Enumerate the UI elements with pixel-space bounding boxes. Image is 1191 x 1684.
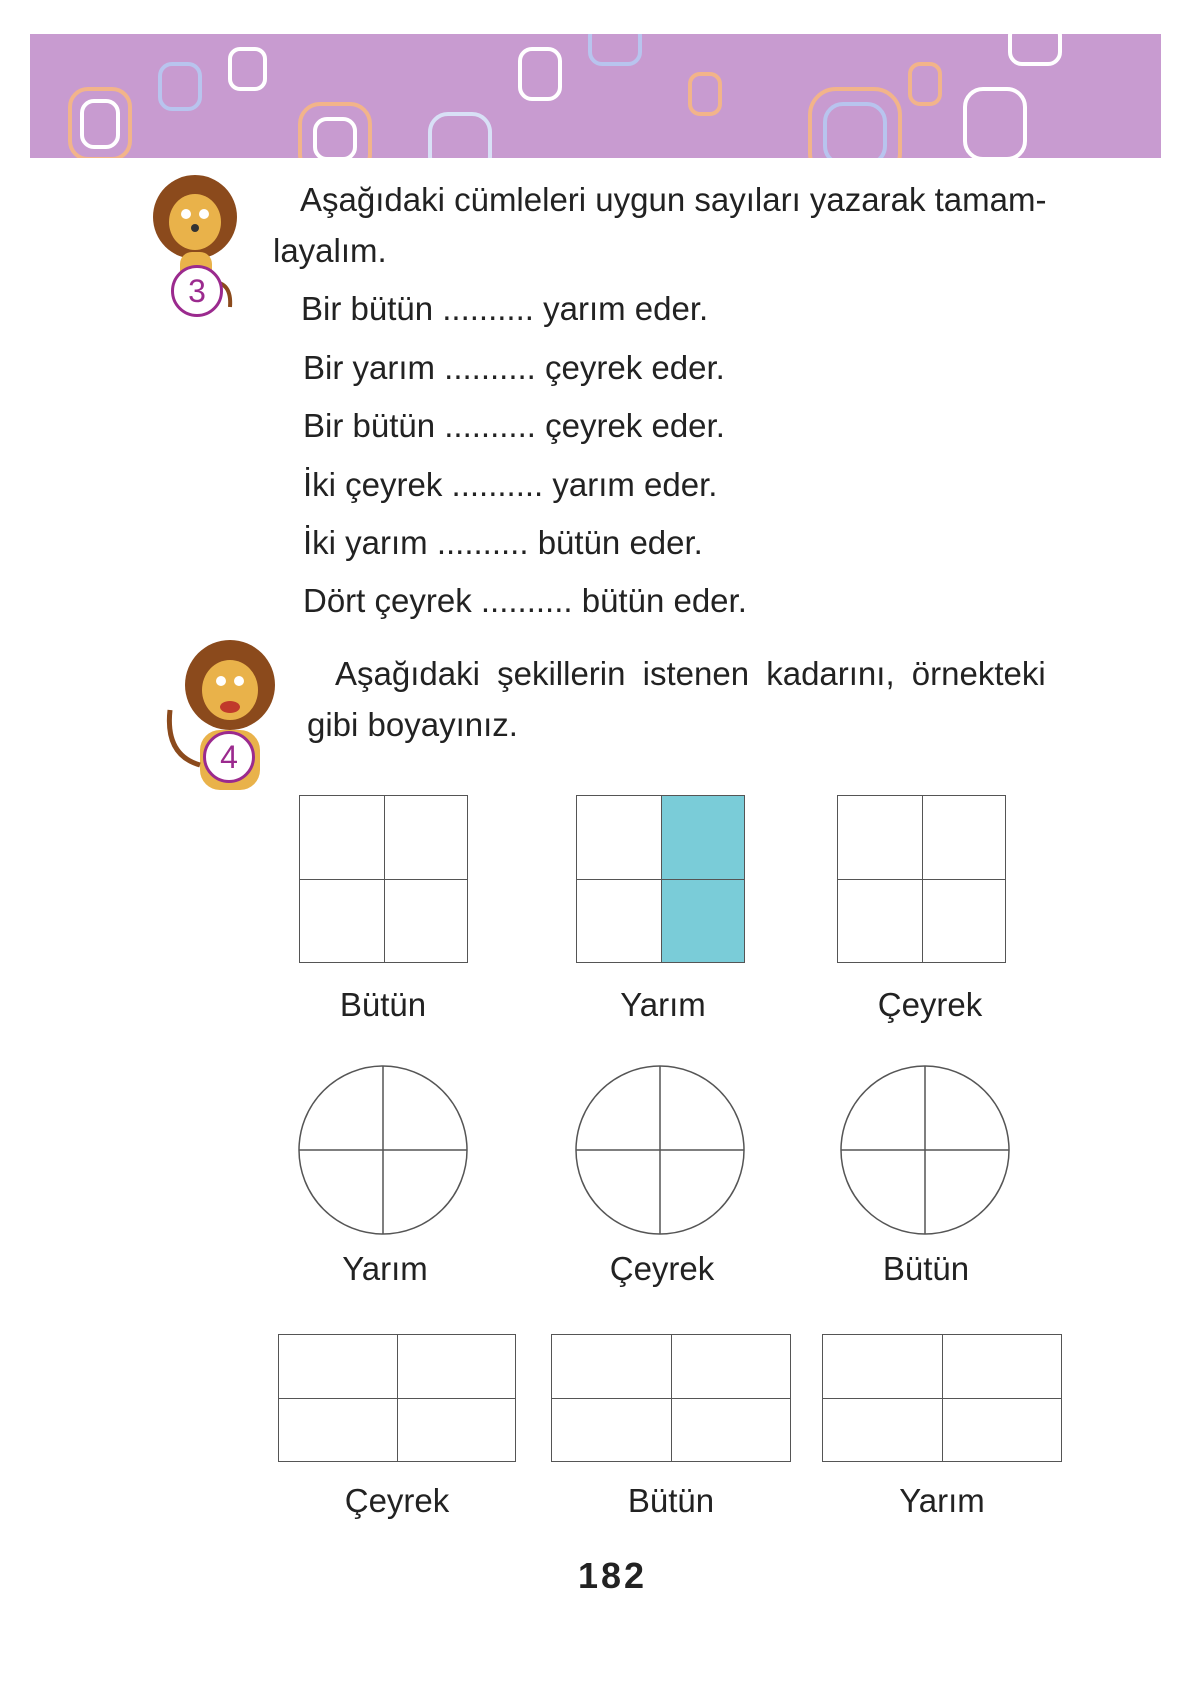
- circle-shape-çeyrek[interactable]: [576, 1066, 744, 1234]
- exercise-number-badge: 4: [203, 731, 255, 783]
- circle-shapes: [0, 1060, 1191, 1240]
- exercise3-instruction: Aşağıdaki cümleleri uygun sayıları yazarak tamam-: [300, 181, 1047, 218]
- square-shape-çeyrek[interactable]: [837, 795, 1006, 963]
- shape-label: Çeyrek: [609, 1250, 715, 1287]
- exercise4-instruction: Aşağıdaki şekillerin istenen kadarını, örnekteki: [335, 655, 1046, 692]
- sentence: Bir bütün .......... çeyrek eder.: [303, 407, 725, 444]
- exercise4-instruction-cont: gibi boyayınız.: [307, 706, 518, 743]
- shape-label: Yarım: [342, 1250, 428, 1287]
- banner-pattern: [30, 34, 1161, 158]
- shape-label: Bütün: [339, 986, 427, 1023]
- sentence: Bir bütün .......... yarım eder.: [301, 290, 709, 327]
- circle-shape-bütün[interactable]: [841, 1066, 1009, 1234]
- shape-label: Bütün: [627, 1482, 715, 1519]
- sentence: İki yarım .......... bütün eder.: [303, 524, 703, 561]
- shape-label: Bütün: [882, 1250, 970, 1287]
- shape-label: Çeyrek: [344, 1482, 450, 1519]
- page-number: 182: [577, 1555, 648, 1596]
- rectangle-shape-yarım[interactable]: [822, 1334, 1062, 1462]
- shape-label: Yarım: [620, 986, 706, 1023]
- sentence: Bir yarım .......... çeyrek eder.: [303, 349, 725, 386]
- circle-shape-yarım[interactable]: [299, 1066, 467, 1234]
- sentence: Dört çeyrek .......... bütün eder.: [303, 582, 747, 619]
- rectangle-shape-bütün[interactable]: [551, 1334, 791, 1462]
- rectangle-shape-çeyrek[interactable]: [278, 1334, 516, 1462]
- exercise-number-badge: 3: [171, 265, 223, 317]
- exercise3-instruction-cont: layalım.: [273, 232, 387, 269]
- decorative-banner: [30, 34, 1161, 158]
- square-shape-yarım[interactable]: [576, 795, 745, 963]
- sentence: İki çeyrek .......... yarım eder.: [303, 466, 718, 503]
- shape-label: Çeyrek: [877, 986, 983, 1023]
- shape-label: Yarım: [899, 1482, 985, 1519]
- square-shape-bütün[interactable]: [299, 795, 468, 963]
